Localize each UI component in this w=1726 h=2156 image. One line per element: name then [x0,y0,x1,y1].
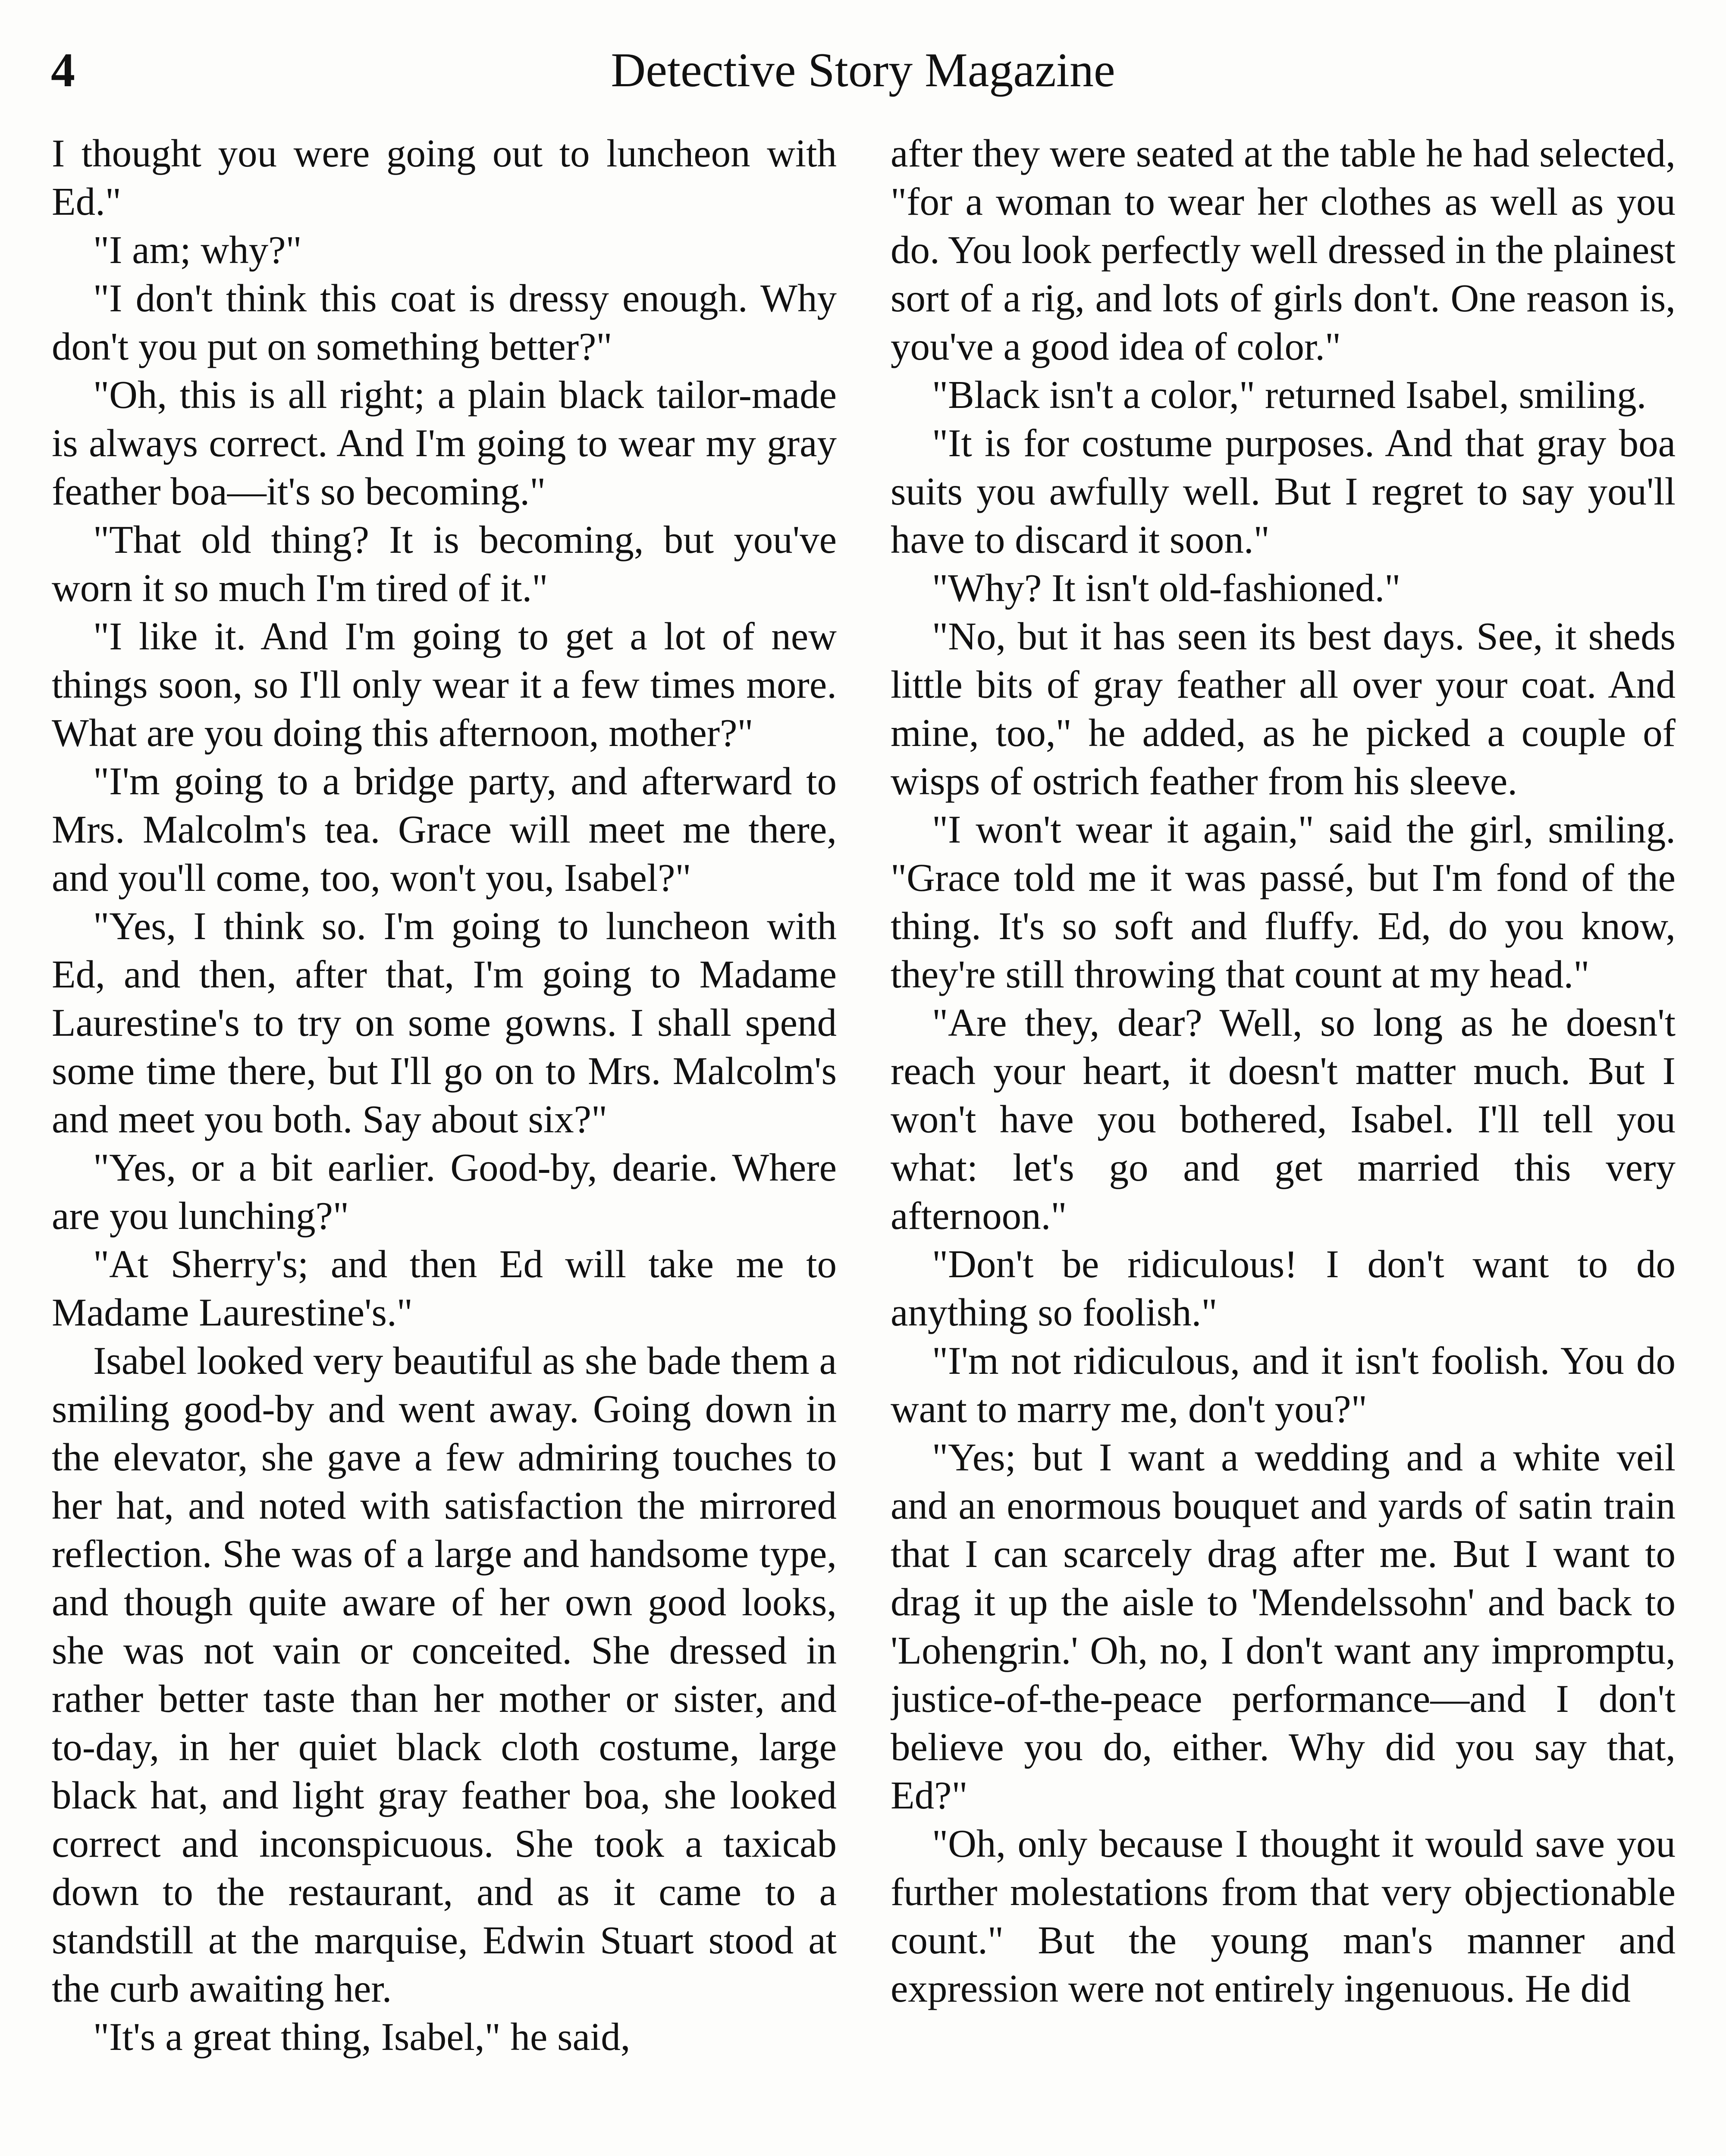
paragraph: "Black isn't a color," returned Isabel, smiling. [932,373,1647,417]
paragraph: Isabel looked very beautiful as she bade them a smiling good-by and went away. Going down in the elevator, she gave a few admiring touches to her hat, and noted with satisfaction the mirrored reflection. She was of a large and handsome type, and though quite aware of her own good looks, she was not vain or conceited. She dressed in rather better taste than her mother or sister, and to-day, in her quiet black cloth costume, large black hat, and light gray feather boa, she looked correct and inconspicuous. She took a taxicab down to the restaurant, and as it came to a standstill at the marquise, Edwin Stuart stood at the curb awaiting her. [52,1339,837,2010]
paragraph: "Yes, or a bit earlier. Good-by, dearie. Where are you lunching?" [52,1146,837,1238]
page-header [51,38,1675,111]
paragraph: "Yes, I think so. I'm going to luncheon with Ed, and then, after that, I'm going to Madame Laurestine's to try on some gowns. I shall spend some time there, but I'll go on to Mrs. Malcolm's and meet you both. Say about six?" [52,904,837,1141]
paragraph: "Why? It isn't old-fashioned." [932,566,1401,610]
left-column [52,129,837,2156]
paragraph: "I won't wear it again," said the girl, smiling. "Grace told me it was passé, but I'm fond of the thing. It's so soft and fluffy. Ed, do you know, they're still throwing that count at my head." [891,808,1676,996]
paragraph: "No, but it has seen its best days. See, it sheds little bits of gray feather all over your coat. And mine, too," he added, as he picked a couple of wisps of ostrich feather from his sleeve. [891,614,1676,803]
right-column [891,129,1676,2156]
paragraph: "Yes; but I want a wedding and a white veil and an enormous bouquet and yards of satin train that I can scarcely drag after me. But I want to drag it up the aisle to 'Mendelssohn' and back to 'Lohengrin.' Oh, no, I don't want any impromptu, justice-of-the-peace performance—and I don't believe you do, either. Why did you say that, Ed?" [891,1435,1676,1817]
paragraph: "Oh, this is all right; a plain black tailor-made is always correct. And I'm going to wear my gray feather boa—it's so becoming." [52,373,837,513]
paragraph: "Oh, only because I thought it would save you further molestations from that very objectionable count." But the young man's manner and expression were not entirely ingenuous. He did [891,1822,1676,2010]
paragraph: "It's a great thing, Isabel," he said, [93,2015,631,2059]
paragraph: "Don't be ridiculous! I don't want to do anything so foolish." [891,1242,1676,1334]
paragraph: "I'm going to a bridge party, and afterward to Mrs. Malcolm's tea. Grace will meet me there, and you'll come, too, won't you, Isabel?" [52,759,837,899]
running-title: Detective Story Magazine [611,44,1115,97]
paragraph: "I don't think this coat is dressy enough. Why don't you put on something better?" [52,276,837,368]
paragraph: "I am; why?" [93,228,302,272]
paragraph: I thought you were going out to luncheon with Ed." [52,132,837,223]
paragraph: "I like it. And I'm going to get a lot of new things soon, so I'll only wear it a few times more. What are you doing this afternoon, mother?" [52,614,837,755]
paragraph: "I'm not ridiculous, and it isn't foolish. You do want to marry me, don't you?" [891,1339,1676,1431]
paragraph: "At Sherry's; and then Ed will take me to Madame Laurestine's." [52,1242,837,1334]
paragraph: "It is for costume purposes. And that gray boa suits you awfully well. But I regret to say you'll have to discard it soon." [891,421,1676,561]
page-number: 4 [51,44,75,97]
paragraph: after they were seated at the table he had selected, "for a woman to wear her clothes as well as you do. You look perfectly well dressed in the plainest sort of a rig, and lots of girls don't. One reason is, you've a good idea of color." [891,132,1676,368]
paragraph: "That old thing? It is becoming, but you've worn it so much I'm tired of it." [52,518,837,610]
paragraph: "Are they, dear? Well, so long as he doesn't reach your heart, it doesn't matter much. But I won't have you bothered, Isabel. I'll tell you what: let's go and get married this very afternoon." [891,1001,1676,1238]
